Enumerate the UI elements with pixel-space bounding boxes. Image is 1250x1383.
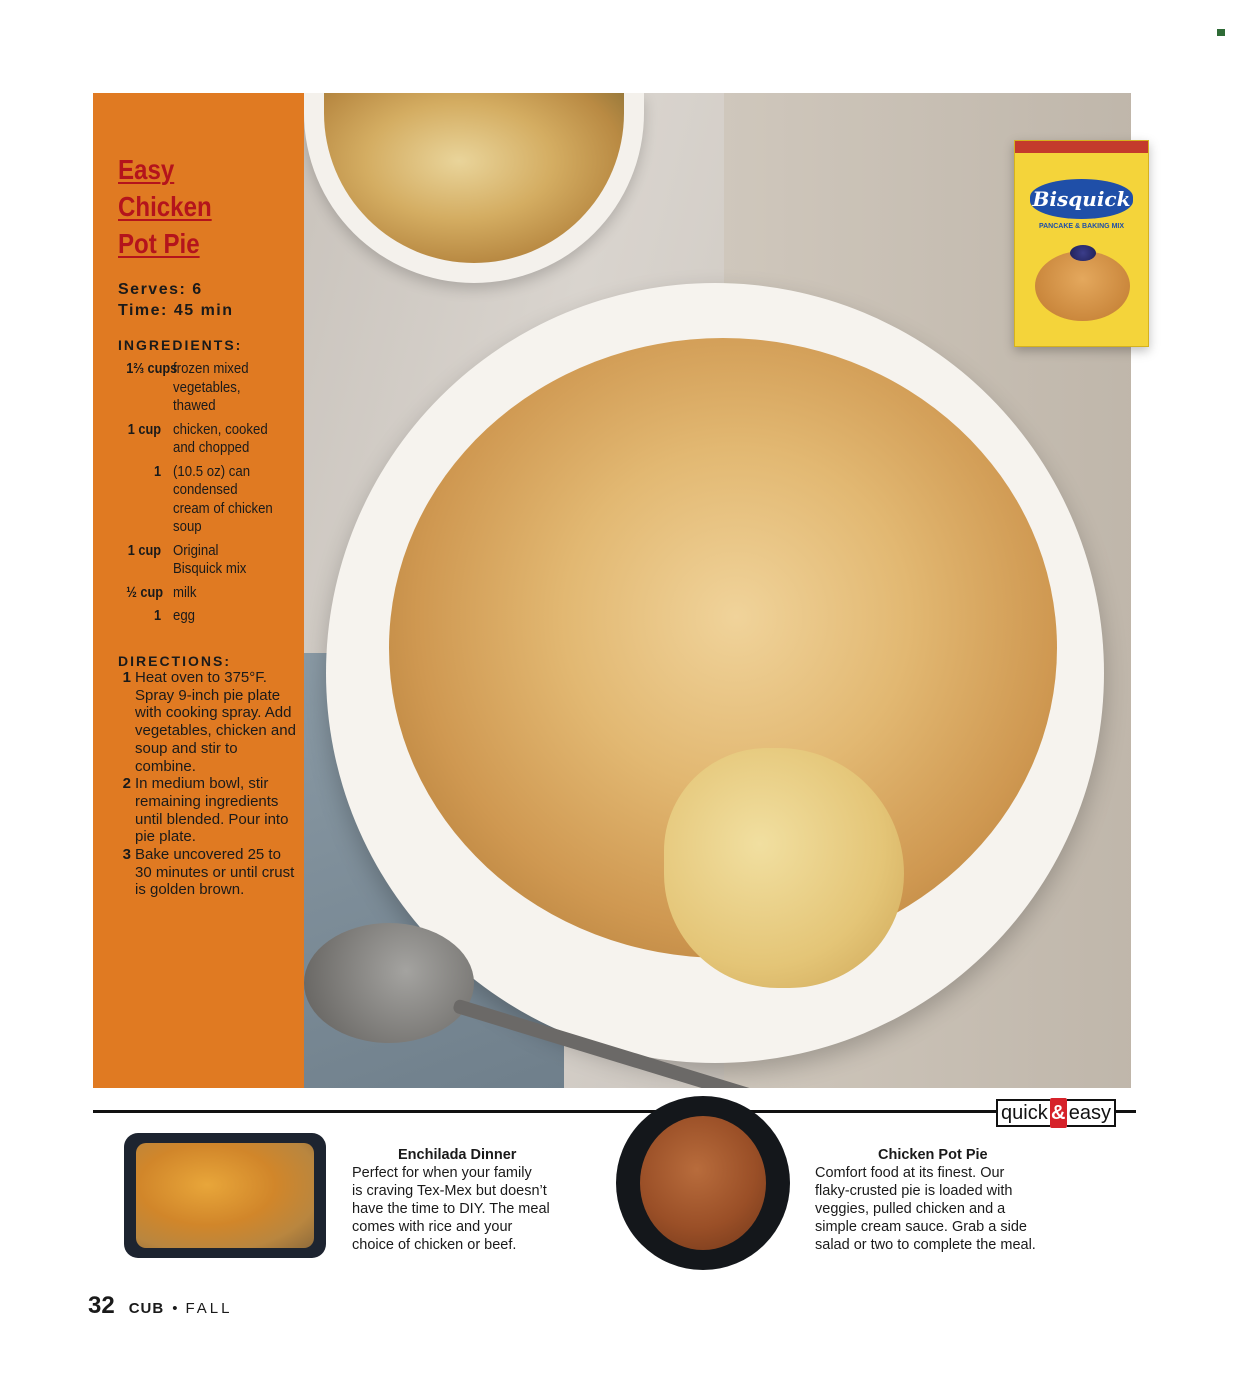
page-number: 32 [88,1292,115,1319]
box-subtitle: PANCAKE & BAKING MIX [1038,223,1125,230]
step-text: Bake uncovered 25 to 30 minutes or until crust is golden brown. [135,846,295,899]
step-number: 2 [122,775,131,793]
directions-list [118,669,298,899]
small-bowl-pot-pie [324,93,624,263]
bisquick-logo: Bisquick [1030,179,1133,219]
badge-easy: easy [1067,1099,1116,1127]
page-footer [88,1292,233,1320]
recipe-meta [118,279,234,321]
ingredient-item: frozen mixed vegetables, thawed [173,360,249,414]
ingredient-qty: ½ cup [126,583,164,601]
recipe-sidebar [93,93,304,1088]
ingredient-item: milk [173,583,197,601]
section-rule [93,1110,996,1113]
ingredient-row [118,607,304,626]
feature-title: Chicken Pot Pie [878,1147,988,1163]
feature-text: Comfort food at its finest. Our flaky-crusted pie is loaded with veggies, pulled chicken and a simple cream sauce. Grab a side salad or two to complete the meal. [815,1165,1036,1253]
enchilada-food [136,1143,314,1248]
ingredient-row [118,584,304,603]
feature-text: Perfect for when your family is craving Tex-Mex but doesn’t have the time to DIY. The meal comes with rice and your choice of chicken or beef. [352,1165,550,1253]
ingredient-item: Original Bisquick mix [173,541,247,577]
corner-mark [1217,29,1225,36]
ingredient-qty: 1⅔ cups [126,360,178,377]
ingredient-qty: 1 cup [127,420,162,438]
direction-step [118,669,298,775]
pancake-stack [1035,251,1130,321]
direction-step [118,775,298,846]
direction-step [118,846,298,899]
step-number: 1 [122,669,131,686]
badge-quick: quick [996,1099,1050,1127]
feature-title: Enchilada Dinner [398,1147,517,1163]
small-bowl [304,93,644,283]
ingredient-qty: 1 [154,607,162,624]
pot-pie-food [640,1116,766,1250]
box-band [1015,141,1148,153]
directions-heading: DIRECTIONS: [118,653,231,669]
feature-pot-pie [815,1146,1085,1254]
feature-enchilada [352,1146,607,1254]
section-rule-end [1114,1110,1136,1113]
ingredient-item: egg [173,607,196,624]
ingredient-qty: 1 cup [127,541,162,559]
footer-season: FALL [185,1300,233,1317]
badge-ampersand: & [1050,1098,1067,1128]
berries [1070,245,1096,261]
recipe-title-line: Chicken [118,191,212,222]
ingredients-heading: INGREDIENTS: [118,337,243,353]
step-text: Heat oven to 375°F. Spray 9-inch pie plate with cooking spray. Add vegetables, chicken and soup and stir to combine. [135,669,296,775]
ingredient-row [118,421,304,458]
serving-spoon [304,923,474,1043]
recipe-serves: Serves: 6 [118,281,203,298]
hero-photo-pot-pie [304,93,1131,1088]
recipe-title [118,151,273,262]
ingredient-row [118,463,304,537]
footer-separator: • [172,1300,178,1317]
step-text: In medium bowl, stir remaining ingredients until blended. Pour into pie plate. [135,775,289,846]
ingredient-item: (10.5 oz) can condensed cream of chicken soup [173,462,273,535]
bisquick-box [1014,140,1149,347]
ingredient-item: chicken, cooked and chopped [173,420,268,456]
ingredients-list [118,360,304,631]
recipe-time: Time: 45 min [118,302,234,319]
ingredient-row [118,360,304,416]
ingredient-qty: 1 [154,462,162,480]
step-number: 3 [122,846,131,864]
enchilada-tray-photo [124,1133,326,1258]
recipe-title-line: Easy [118,154,175,185]
footer-brand: CUB [128,1300,165,1317]
recipe-title-line: Pot Pie [118,228,200,259]
quick-easy-badge [996,1098,1116,1128]
ingredient-row [118,542,304,579]
